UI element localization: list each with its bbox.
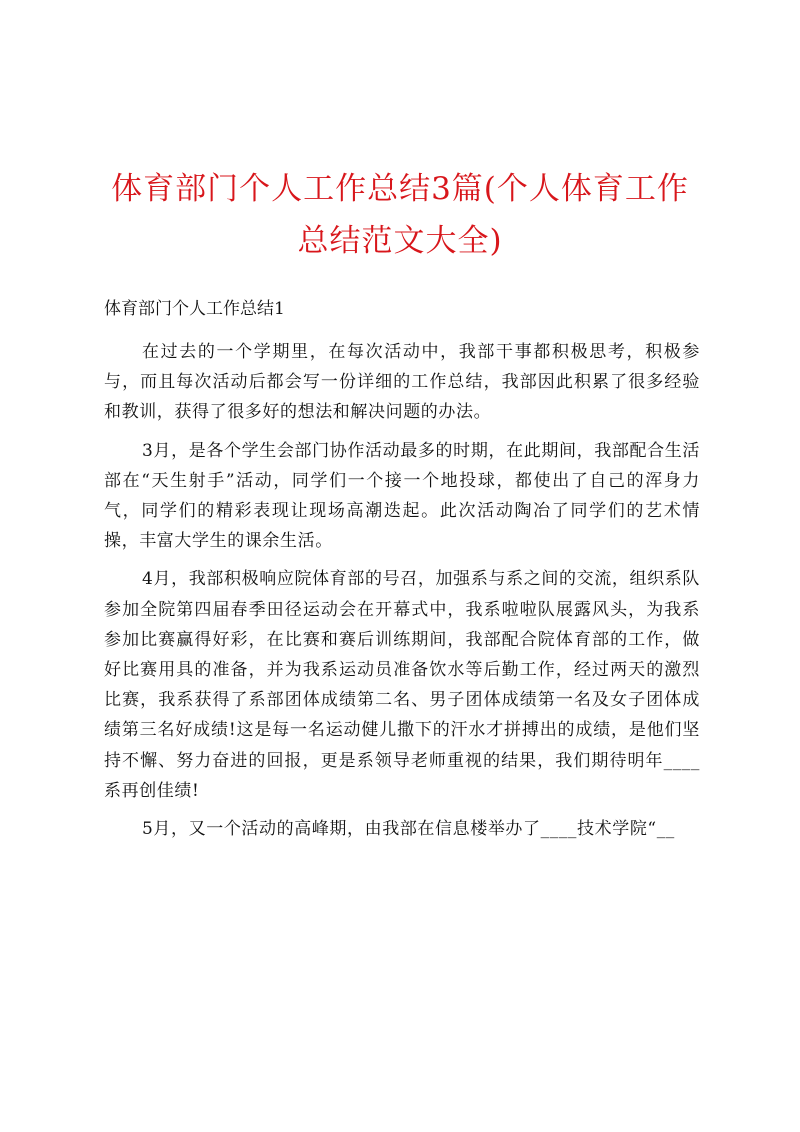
paragraph-3: 4月，我部积极响应院体育部的号召，加强系与系之间的交流，组织系队参加全院第四届春季田径运动会在开幕式中，我系啦啦队展露风头，为我系参加比赛赢得好彩，在比赛和赛后训练期间，我部配合院体育部的工作，做好比赛用具的准备，并为我系运动员准备饮水等后勤工作，经过两天的激烈比赛，我系获得了系部团体成绩第二名、男子团体成绩第一名及女子团体成绩第三名好成绩!这是每一名运动健儿撒下的汗水才拼搏出的成绩，是他们坚持不懈、努力奋进的回报，更是系领导老师重视的结果，我们期待明年____系再创佳绩! [104, 569, 700, 801]
paragraph-1: 在过去的一个学期里，在每次活动中，我部干事都积极思考，积极参与，而且每次活动后都会写一份详细的工作总结，我部因此积累了很多经验和教训，获得了很多好的想法和解决问题的办法。 [104, 342, 700, 423]
document-title: 体育部门个人工作总结3篇(个人体育工作总结范文大全) [111, 171, 689, 259]
document-body [104, 337, 700, 852]
section-heading: 体育部门个人工作总结1 [104, 299, 285, 319]
paragraph-2: 3月，是各个学生会部门协作活动最多的时期，在此期间，我部配合生活部在“天生射手”活动，同学们一个接一个地投球，都使出了自己的浑身力气，同学们的精彩表现让现场高潮迭起。此次活动陶冶了同学们的艺术情操，丰富大学生的课余生活。 [104, 440, 700, 552]
paragraph-4: 5月，又一个活动的高峰期，由我部在信息楼举办了____技术学院“__ [142, 819, 675, 840]
